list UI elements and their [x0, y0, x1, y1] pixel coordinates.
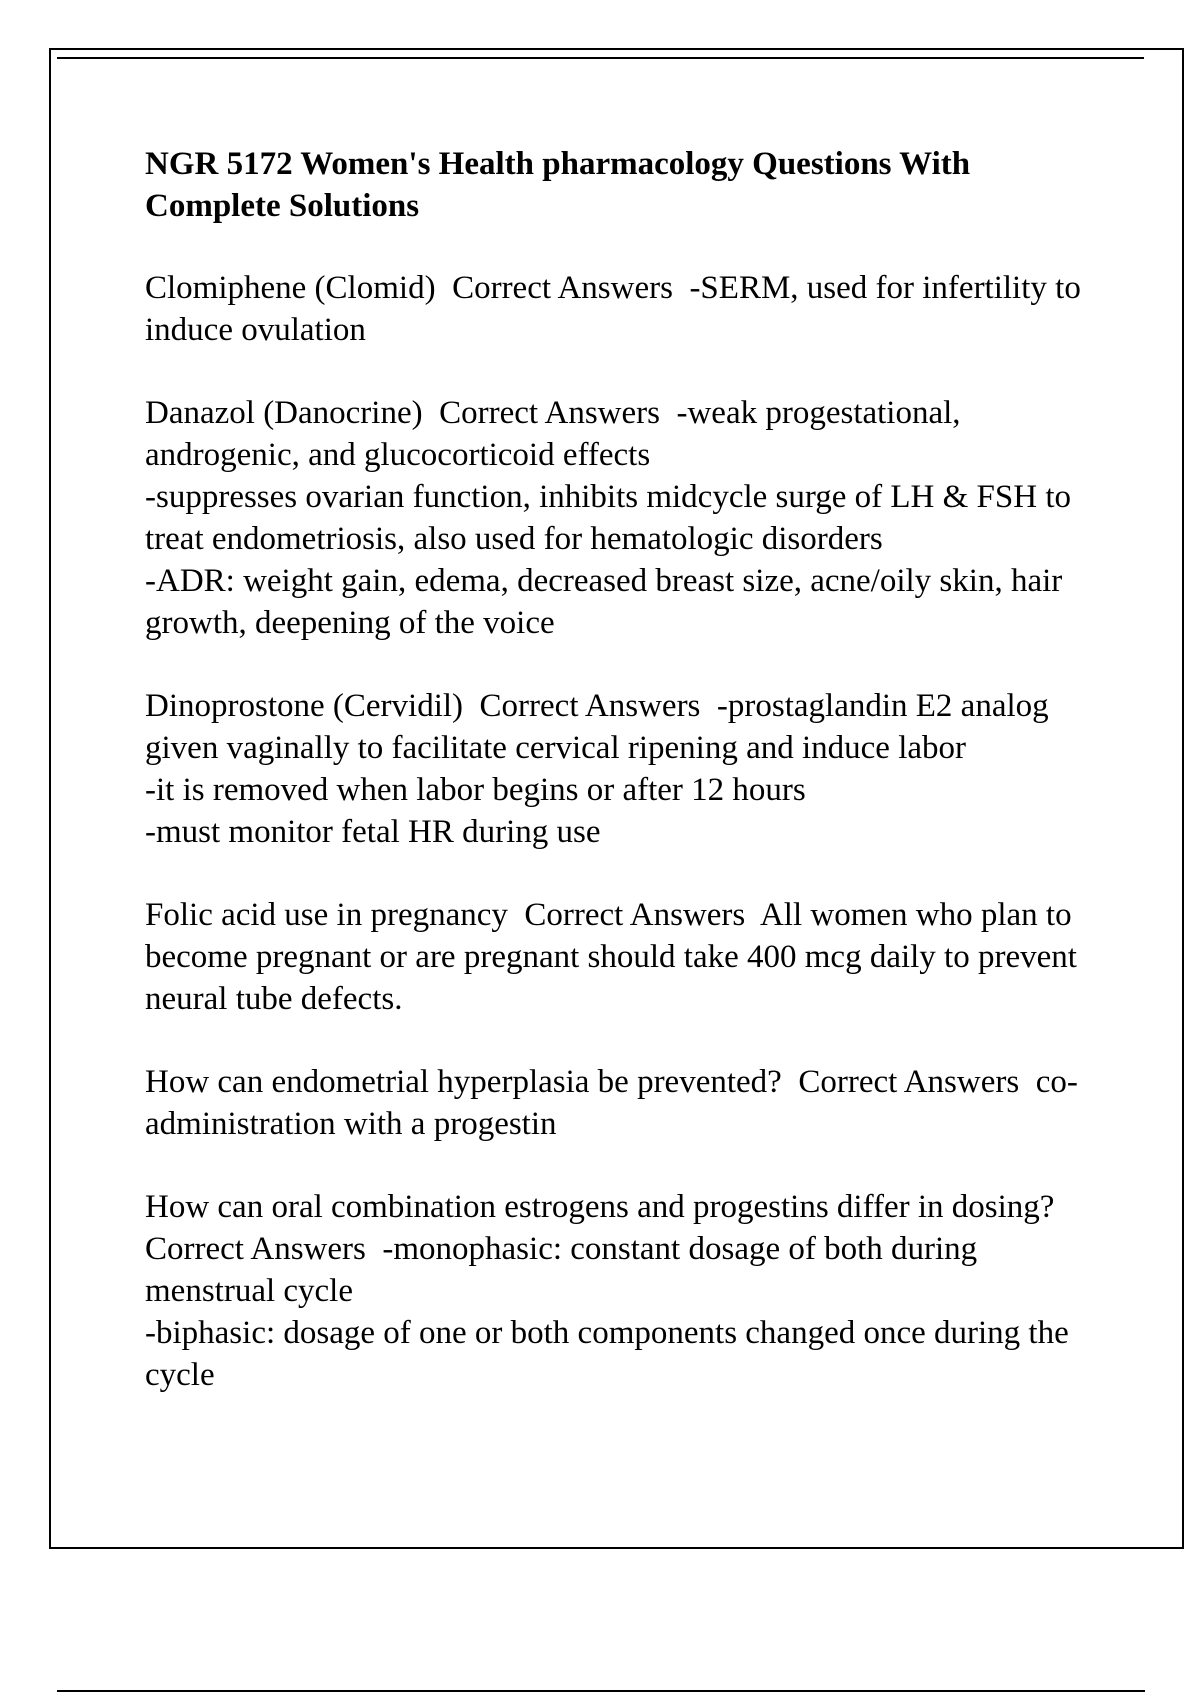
qa-correct-answers-label: Correct Answers: [524, 897, 746, 933]
qa-first-line: [145, 1186, 1105, 1312]
qa-term: Folic acid use in pregnancy: [145, 897, 508, 933]
qa-term: How can endometrial hyperplasia be prevented?: [145, 1064, 782, 1100]
bottom-rule: [57, 1690, 1145, 1692]
qa-first-line: [145, 894, 1105, 1020]
qa-answer: -prostaglandin E2 analog given vaginally to facilitate cervical ripening and induce labor: [145, 688, 1057, 766]
document-title: NGR 5172 Women's Health pharmacology Questions With Complete Solutions: [145, 146, 971, 224]
document-body: [145, 143, 1105, 1437]
qa-list: [145, 267, 1105, 1396]
qa-item: [145, 894, 1105, 1020]
qa-first-line: [145, 685, 1105, 769]
qa-item: [145, 267, 1105, 351]
qa-correct-answers-label: Correct Answers: [479, 688, 701, 724]
qa-first-line: [145, 267, 1105, 351]
qa-term: How can oral combination estrogens and progestins differ in dosing?: [145, 1189, 1055, 1225]
qa-answer: -monophasic: constant dosage of both during menstrual cycle: [145, 1231, 986, 1309]
qa-correct-answers-label: Correct Answers: [145, 1231, 366, 1267]
qa-extra-line: -it is removed when labor begins or after 12 hours: [145, 772, 806, 808]
qa-correct-answers-label: Correct Answers: [439, 395, 660, 431]
qa-first-line: [145, 1061, 1105, 1145]
qa-answer: co-administration with a progestin: [145, 1064, 1078, 1142]
qa-extra-line: -suppresses ovarian function, inhibits midcycle surge of LH & FSH to treat endometriosis, also used for hematologic disorders: [145, 479, 1072, 557]
qa-first-line: [145, 392, 1105, 476]
qa-extra-line: -biphasic: dosage of one or both components changed once during the cycle: [145, 1315, 1069, 1393]
qa-answer: -weak progestational, androgenic, and glucocorticoid effects: [145, 395, 969, 473]
qa-item: [145, 685, 1105, 853]
qa-item: [145, 1186, 1105, 1396]
qa-item: [145, 392, 1105, 644]
qa-extra-line: -ADR: weight gain, edema, decreased breast size, acne/oily skin, hair growth, deepening of the voice: [145, 563, 1063, 641]
top-rule: [57, 57, 1144, 59]
qa-correct-answers-label: Correct Answers: [798, 1064, 1020, 1100]
qa-term: Danazol (Danocrine): [145, 395, 423, 431]
qa-item: [145, 1061, 1105, 1145]
qa-term: Dinoprostone (Cervidil): [145, 688, 464, 724]
qa-term: Clomiphene (Clomid): [145, 270, 436, 306]
qa-answer: -SERM, used for infertility to induce ovulation: [145, 270, 1090, 348]
qa-answer: All women who plan to become pregnant or are pregnant should take 400 mcg daily to prevent neural tube defects.: [145, 897, 1086, 1017]
qa-extra-line: -must monitor fetal HR during use: [145, 814, 601, 850]
qa-correct-answers-label: Correct Answers: [452, 270, 673, 306]
